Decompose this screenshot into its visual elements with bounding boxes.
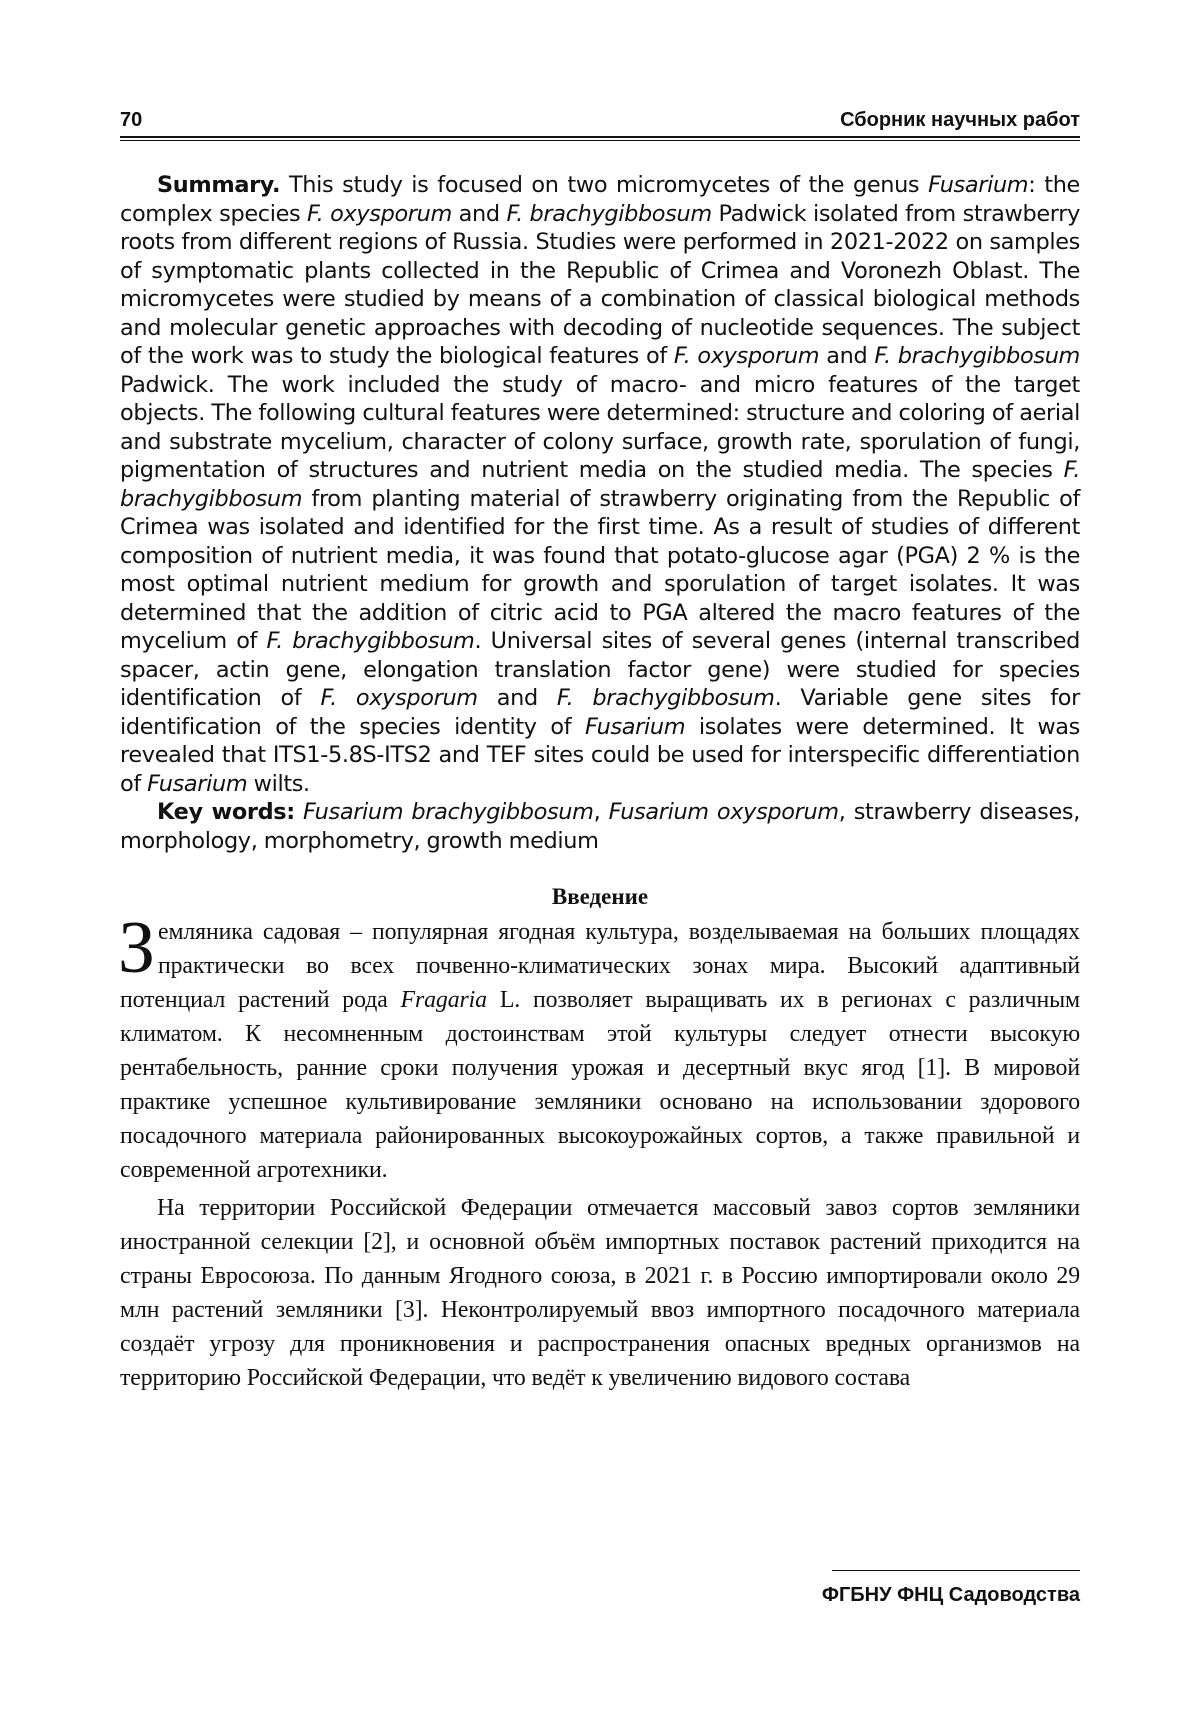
page xyxy=(120,108,1080,1395)
introduction-paragraph-2 xyxy=(120,1191,1080,1395)
introduction-paragraph-1 xyxy=(118,907,1080,1187)
italic-term: F. oxysporum xyxy=(673,343,820,369)
italic-term: F. brachygibbosum xyxy=(506,200,712,227)
italic-term: F. brachygibbosum xyxy=(874,343,1080,369)
header-rule xyxy=(120,136,1080,138)
header-rule-thin xyxy=(120,140,1080,141)
keywords-label: Key words: xyxy=(157,799,295,825)
italic-term: Fusarium xyxy=(928,172,1029,198)
italic-term: F. brachygibbosum xyxy=(556,685,775,711)
paragraph-1-text: емляника садовая – популярная ягодная культура, возделываемая на больших площадях практически во всех почвенно-климатических зонах мира. Высокий адаптивный потенциал растений рода Fragaria L. позволяет выращивать их в регионах с различным климатом. К несомненным достоинствам этой культуры следует отнести высокую рентабельность, ранние сроки получения урожая и десертный вкус ягод [1]. В мировой практике успешное культивирование земляники основано на использовании здорового посадочного материала районированных высокоурожайных сортов, а также правильной и современной агротехники. xyxy=(120,919,1080,1183)
summary-paragraph xyxy=(120,171,1080,798)
italic-term: F. oxysporum xyxy=(307,200,452,227)
italic-term: Fusarium xyxy=(585,713,686,740)
italic-term: F. brachygibbosum xyxy=(120,457,1080,512)
italic-term: Fragaria xyxy=(400,987,487,1013)
abstract-section xyxy=(120,171,1080,855)
footer-publisher: ФГБНУ ФНЦ Садоводства xyxy=(821,1584,1080,1606)
running-header xyxy=(120,108,1080,136)
section-title-introduction: Введение xyxy=(551,884,649,909)
italic-term: Fusarium oxysporum xyxy=(608,799,839,825)
journal-title: Сборник научных работ xyxy=(840,109,1080,131)
summary-body: This study is focused on two micromycetes of the genus Fusarium: the complex species F. oxysporum and F. brachygibbosum Padwick isolated from strawberry roots from different regions of Russia. Studies were performed in 2021-2022 on samples of symptomatic plants collected in the Republic of Crimea and Voronezh Oblast. The micromycetes were studied by means of a combination of classical biological methods and molecular genetic approaches with decoding of nucleotide sequences. The subject of the work was to study the biological features of F. oxysporum and F. brachygibbosum Padwick. The work included the study of macro- and micro features of the target objects. The following cultural features were determined: structure and coloring of aerial and substrate mycelium, character of colony surface, growth rate, sporulation of fungi, pigmentation of structures and nutrient media on the studied media. The species F. brachygibbosum from planting material of strawberry originating from the Republic of Crimea was isolated and identified for the first time. As a result of studies of different composition of nutrient media, it was found that potato-glucose agar (PGA) 2 % is the most optimal nutrient medium for growth and sporulation of target isolates. It was determined that the addition of citric acid to PGA altered the macro features of the mycelium of F. brachygibbosum. Universal sites of several genes (internal transcribed spacer, actin gene, elongation translation factor gene) were studied for species identification of F. oxysporum and F. brachygibbosum. Variable gene sites for identification of the species identity of Fusarium isolates were determined. It was revealed that ITS1-5.8S-ITS2 and TEF sites could be used for interspecific differentiation of Fusarium wilts. xyxy=(120,172,1081,797)
keywords-paragraph xyxy=(120,798,1080,855)
italic-term: Fusarium xyxy=(147,770,248,797)
drop-cap: З xyxy=(118,907,155,989)
paragraph-2-text: На территории Российской Федерации отмечается массовый завоз сортов земляники иностранной селекции [2], и основной объём импортных поставок растений приходится на страны Евросоюза. По данным Ягодного союза, в 2021 г. в Россию импортировали около 29 млн растений земляники [3]. Неконтролируемый ввоз импортного посадочного материала создаёт угрозу для проникновения и распространения опасных вредных организмов на территорию Российской Федерации, что ведёт к увеличению видового состава xyxy=(120,1195,1080,1391)
italic-term: F. brachygibbosum xyxy=(266,628,475,654)
page-number: 70 xyxy=(120,109,143,131)
summary-label: Summary. xyxy=(157,172,281,198)
italic-term: Fusarium brachygibbosum xyxy=(303,799,594,825)
keywords-body: Fusarium brachygibbosum, Fusarium oxysporum, strawberry diseases, morphology, morphometry, growth medium xyxy=(120,799,1080,854)
page-footer xyxy=(120,1570,1080,1607)
introduction-body xyxy=(118,907,1080,1395)
italic-term: F. oxysporum xyxy=(320,685,478,711)
footer-rule xyxy=(832,1570,1080,1571)
